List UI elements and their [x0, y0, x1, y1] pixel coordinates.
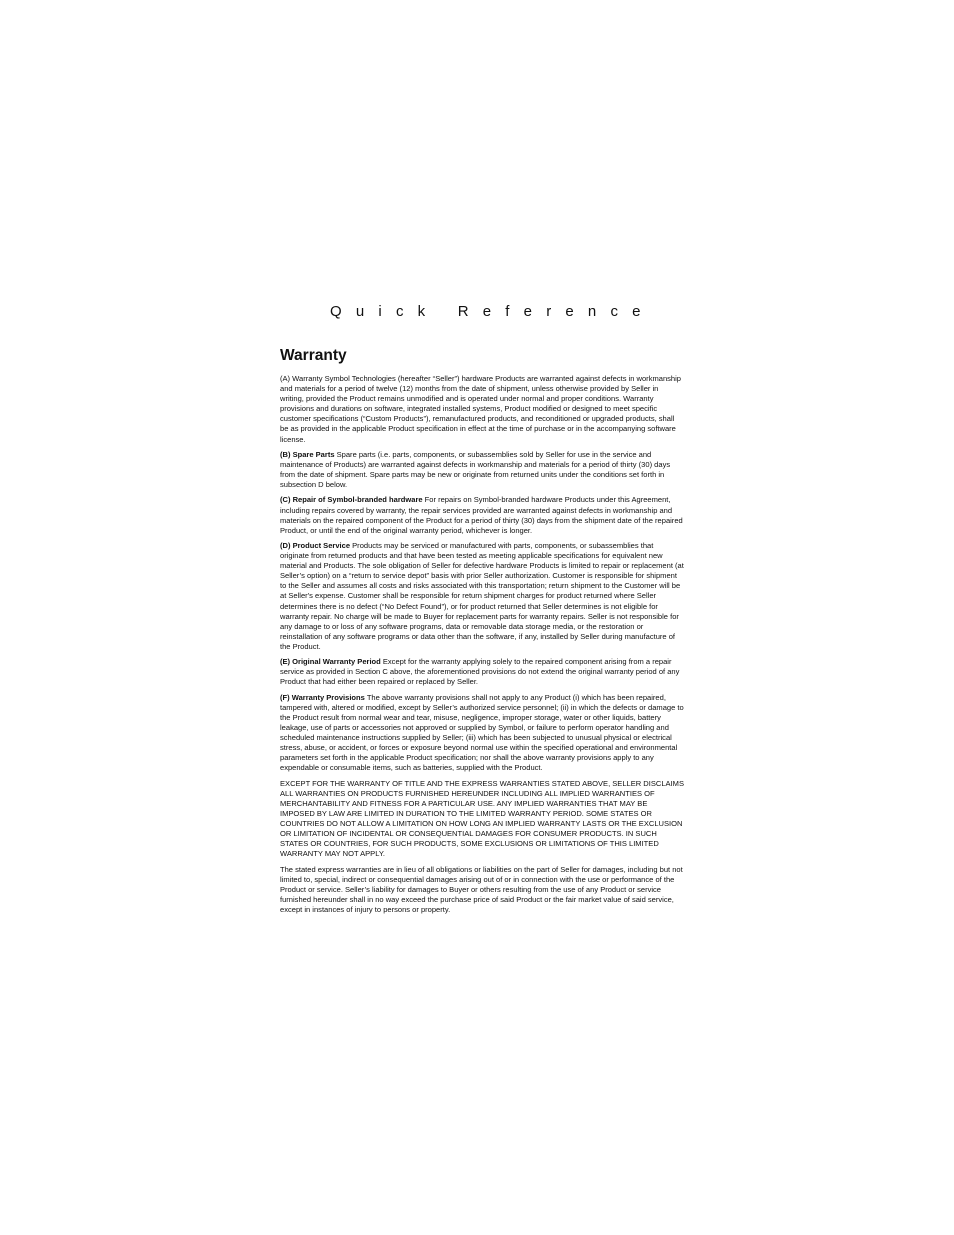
paragraph-c-repair	[280, 495, 684, 535]
paragraph-liability	[280, 865, 684, 915]
paragraph-a-warranty	[280, 374, 684, 445]
paragraph-lead: (D) Product Service	[280, 540, 351, 550]
paragraph-b-spare-parts	[280, 450, 684, 490]
paragraph-lead: (C) Repair of Symbol-branded hardware	[280, 495, 423, 505]
running-header: Quick Reference	[330, 303, 655, 320]
paragraph-text: EXCEPT FOR THE WARRANTY OF TITLE AND THE EXPRESS WARRANTIES STATED ABOVE, SELLER DISCLAIMS ALL WARRANTIES ON PRODUCTS FURNISHED HEREUNDER INCLUDING ALL IMPLIED WARRANTIES OF MERCHANTABILITY AND FITNESS FOR A PARTICULAR USE. ANY IMPLIED WARRANTIES THAT MAY BE IMPOSED BY LAW ARE LIMITED IN DURATION TO THE LIMITED WARRANTY PERIOD. SOME STATES OR COUNTRIES DO NOT ALLOW A LIMITATION ON HOW LONG AN IMPLIED WARRANTY LASTS OR THE EXCLUSION OR LIMITATION OF INCIDENTAL OR CONSEQUENTIAL DAMAGES FOR CONSUMER PRODUCTS. IN SUCH STATES OR COUNTRIES, FOR SUCH PRODUCTS, SOME EXCLUSIONS OR LIMITATIONS OF THIS LIMITED WARRANTY MAY NOT APPLY.	[280, 778, 684, 859]
paragraph-text: Except for the warranty applying solely to the repaired component arising from a repair service as provided in Section C above, the aforementioned provisions do not extend the original warranty period of any Product that had either been repaired or replaced by Seller.	[280, 657, 680, 687]
paragraph-text: Products may be serviced or manufactured with parts, components, or subassemblies that originate from returned products and that have been tested as meeting applicable specifications for equivalent new material and Products. The sole obligation of Seller for defective hardware Products is limited to repair or replacement (at Seller’s option) on a “return to service depot” basis with prior Seller authorization. Customer is responsible for shipment to the Seller and assumes all costs and risks associated with this transportation; return shipment to the Customer will be at Seller's expense. Customer shall be responsible for return shipment charges for product returned where Seller determines there is no defect (“No Defect Found”), or for product returned that Seller determines is not eligible for warranty repair. No charge will be made to Buyer for replacement parts for warranty repairs. Seller is not responsible for any damage to or loss of any software programs, data or removable data storage media, or the restoration or reinstallation of any software programs or data other than the software, if any, installed by Seller during manufacture of the Product.	[280, 540, 684, 651]
paragraph-e-original-period	[280, 657, 684, 687]
paragraph-d-product-service	[280, 541, 684, 652]
paragraph-lead: (B) Spare Parts	[280, 449, 335, 459]
paragraph-lead: (E) Original Warranty Period	[280, 657, 381, 667]
paragraph-lead: (F) Warranty Provisions	[280, 692, 365, 702]
paragraph-text: The stated express warranties are in lieu of all obligations or liabilities on the part of Seller for damages, including but not limited to, special, indirect or consequential damages arising out of or in connection with the use or performance of the Product or service. Seller’s liability for damages to Buyer or others resulting from the use of any Product or service furnished hereunder shall in no way exceed the purchase price of said Product or the fair market value of said service, except in instances of injury to persons or property.	[280, 864, 683, 914]
warranty-section	[280, 346, 684, 920]
paragraph-text: For repairs on Symbol-branded hardware Products under this Agreement, including repairs covered by warranty, the repair services provided are warranted against defects in workmanship and materials on the repaired component of the Product for a period of thirty (30) days from the shipment date of the repaired Product, or until the end of the original warranty period, whichever is longer.	[280, 495, 683, 535]
paragraph-text: (A) Warranty Symbol Technologies (hereafter “Seller”) hardware Products are warranted against defects in workmanship and materials for a period of twelve (12) months from the date of shipment, unless otherwise provided by Seller in writing, provided the Product remains unmodified and is operated under normal and proper conditions. Warranty provisions and durations on software, integrated installed systems, Product modified or designed to meet specific customer specifications (“Custom Products”), remanufactured products, and reconditioned or upgraded products, shall be as provided in the applicable Product specification in effect at the time of purchase or in the accompanying software license.	[280, 374, 681, 444]
paragraph-disclaimer	[280, 779, 684, 860]
paragraph-text: The above warranty provisions shall not apply to any Product (i) which has been repaired, tampered with, altered or modified, except by Seller’s authorized service personnel; (ii) in which the defects or damage to the Product result from normal wear and tear, misuse, negligence, improper storage, water or other liquids, battery leakage, use of parts or accessories not approved or supplied by Symbol, or failure to perform operator handling and scheduled maintenance instructions supplied by Seller; (iii) which has been subjected to unusual physical or electrical stress, abuse, or accident, or forces or exposure beyond normal use within the specified operational and environmental parameters set forth in the applicable Product specification; nor shall the above warranty provisions apply to any expendable or consumable items, such as batteries, supplied with the Product.	[280, 692, 684, 773]
paragraph-f-provisions	[280, 693, 684, 774]
paragraph-text: Spare parts (i.e. parts, components, or subassemblies sold by Seller for use in the service and maintenance of Products) are warranted against defects in workmanship and materials for a period of thirty (30) days from the date of shipment. Spare parts may be new or originate from returned units under the conditions set forth in subsection D below.	[280, 449, 671, 490]
section-title: Warranty	[280, 347, 347, 364]
